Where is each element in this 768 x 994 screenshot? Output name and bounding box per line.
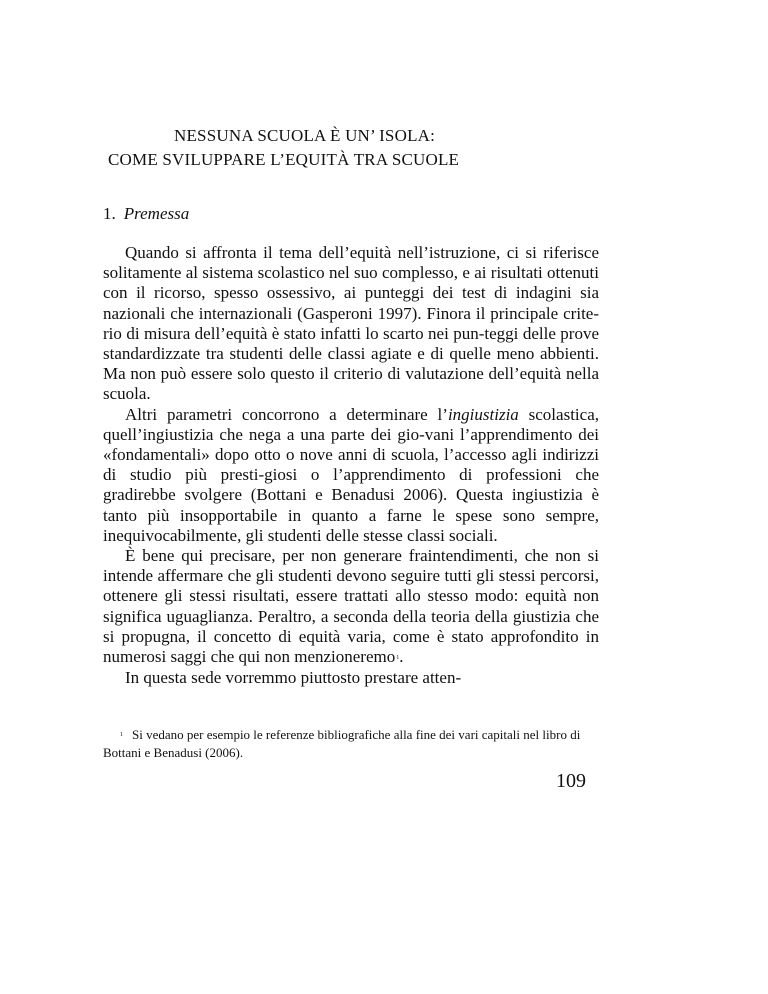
- paragraph-4: In questa sede vorremmo piuttosto prestare atten-: [125, 668, 462, 688]
- section-heading: [103, 202, 189, 226]
- footnote-mark: 1: [120, 732, 123, 738]
- paragraph-1: Quando si affronta il tema dell’equità nell’istruzione, ci si riferisce solitamente al sistema scolastico nel suo complesso, e ai risultati ottenuti con il ricorso, spesso ossessivo, ai punteggi dei test di indagini sia nazionali che internazionali (Gasperoni 1997). Finora il principale crite-rio di misura dell’equità è stato infatti lo scarto nei pun-teggi delle prove standardizzate tra studenti delle classi agiate e di quelle meno abbienti. Ma non può essere solo questo il criterio di valutazione dell’equità nella scuola.: [103, 243, 599, 404]
- paragraph-2-rest: scolastica, quell’ingiustizia che nega a una parte dei gio-vani l’apprendimento dei «fondamentali» dopo otto o nove anni di scuola, l’accesso agli indirizzi di studio più presti-giosi o l’apprendimento di professioni che gradirebbe svolgere (Bottani e Benadusi 2006). Questa ingiustizia è tanto più insopportabile in quanto a farne le spese sono sempre, inequivocabilmente, gli studenti delle stesse classi sociali.: [103, 404, 599, 545]
- paragraph-2-start: Altri parametri concorrono a determinare l’: [125, 404, 448, 424]
- section-title: Premessa: [123, 204, 190, 223]
- paragraph-3: [103, 546, 599, 668]
- body-text: [103, 243, 599, 688]
- page-number: 109: [556, 770, 586, 792]
- paragraph-3-end: .: [399, 647, 404, 667]
- chapter-title-line-1: NESSUNA SCUOLA È UN’ ISOLA:: [174, 126, 436, 145]
- paragraph-3-text: È bene qui precisare, per non generare fraintendimenti, che non si intende affermare che gli studenti devono seguire tutti gli stessi percorsi, ottenere gli stessi risultati, essere trattati allo stesso modo: equità non significa uguaglianza. Peraltro, a seconda della teoria della giustizia che si propugna, il concetto di equità varia, come è stato approfondito in numerosi saggi che qui non menzioneremo: [103, 546, 599, 667]
- chapter-title-line-2: COME SVILUPPARE L’EQUITÀ TRA SCUOLE: [108, 150, 460, 169]
- footnote-text: Si vedano per esempio le referenze bibliografiche alla fine dei vari capitali nel libro di Bottani e Benadusi (2006).: [103, 727, 581, 760]
- section-number: 1.: [103, 204, 116, 223]
- footnote-reference[interactable]: 1: [396, 655, 400, 662]
- paragraph-2: [103, 405, 599, 546]
- emphasized-term: ingiustizia: [447, 404, 519, 424]
- footnote: [103, 726, 599, 761]
